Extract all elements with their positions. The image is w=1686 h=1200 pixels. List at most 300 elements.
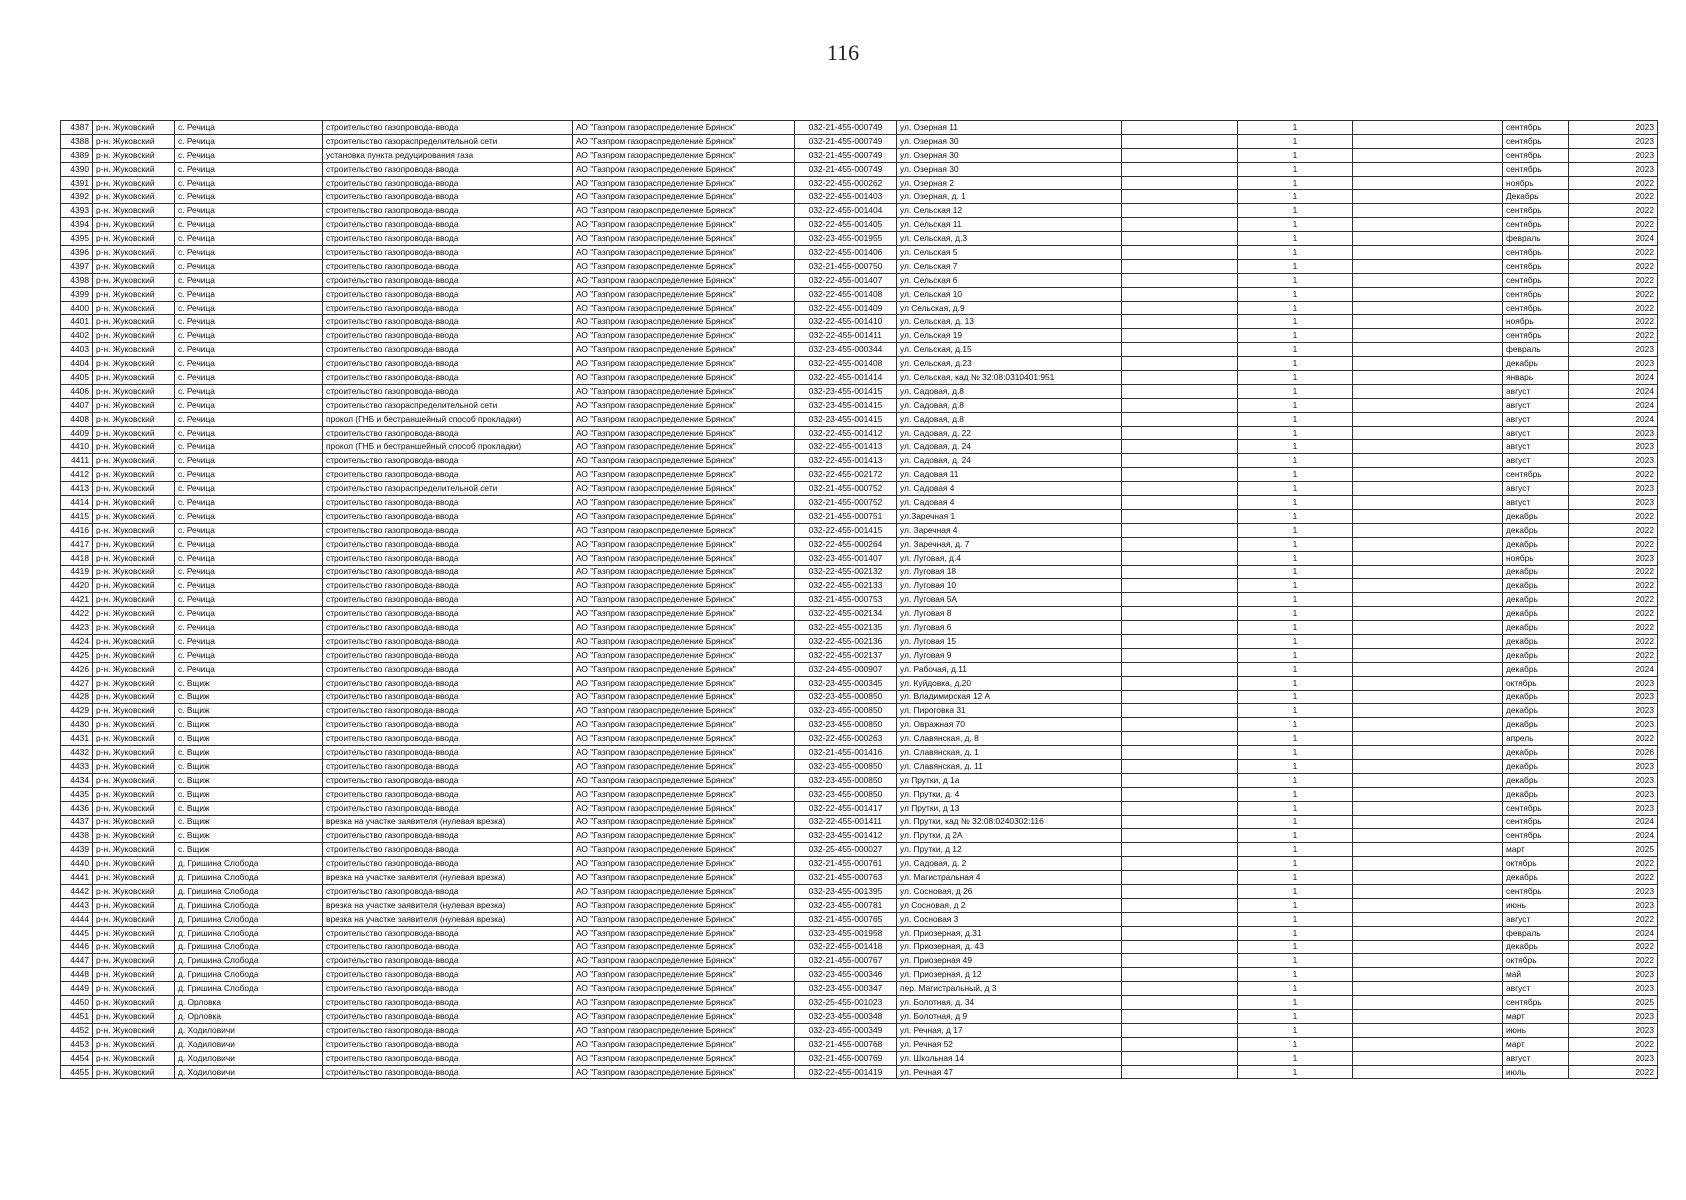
application-number-cell: 032-23-455-000349 <box>795 1023 897 1037</box>
application-number-cell: 032-22-455-001418 <box>795 940 897 954</box>
address-cell: пер. Магистральный, д 3 <box>897 982 1122 996</box>
empty-cell <box>1353 357 1503 371</box>
district-cell: р-н. Жуковский <box>93 621 175 635</box>
application-number-cell: 032-25-455-001023 <box>795 996 897 1010</box>
empty-cell <box>1122 190 1238 204</box>
settlement-cell: с. Речица <box>175 607 323 621</box>
table-row <box>61 732 1658 746</box>
address-cell: ул. Луговая 18 <box>897 565 1122 579</box>
district-cell: р-н. Жуковский <box>93 412 175 426</box>
quantity-cell: 1 <box>1238 829 1353 843</box>
year-cell: 2023 <box>1569 759 1658 773</box>
organization-cell: АО "Газпром газораспределение Брянск" <box>573 996 795 1010</box>
application-number-cell: 032-23-455-000346 <box>795 968 897 982</box>
year-cell: 2022 <box>1569 621 1658 635</box>
address-cell: ул. Славянская, д. 1 <box>897 746 1122 760</box>
month-cell: сентябрь <box>1503 148 1569 162</box>
district-cell: р-н. Жуковский <box>93 857 175 871</box>
empty-cell <box>1353 454 1503 468</box>
work-type-cell: строительство газопровода-ввода <box>323 996 573 1010</box>
settlement-cell: с. Речица <box>175 412 323 426</box>
quantity-cell: 1 <box>1238 1065 1353 1079</box>
work-type-cell: строительство газопровода-ввода <box>323 884 573 898</box>
row-number: 4439 <box>61 843 93 857</box>
year-cell: 2022 <box>1569 1065 1658 1079</box>
row-number: 4449 <box>61 982 93 996</box>
organization-cell: АО "Газпром газораспределение Брянск" <box>573 579 795 593</box>
district-cell: р-н. Жуковский <box>93 565 175 579</box>
settlement-cell: с. Речица <box>175 148 323 162</box>
month-cell: сентябрь <box>1503 884 1569 898</box>
month-cell: декабрь <box>1503 718 1569 732</box>
district-cell: р-н. Жуковский <box>93 190 175 204</box>
application-number-cell: 032-22-455-002133 <box>795 579 897 593</box>
empty-cell <box>1122 1051 1238 1065</box>
work-type-cell: строительство газопровода-ввода <box>323 759 573 773</box>
empty-cell <box>1122 148 1238 162</box>
empty-cell <box>1353 287 1503 301</box>
table-row <box>61 537 1658 551</box>
quantity-cell: 1 <box>1238 579 1353 593</box>
work-type-cell: строительство газопровода-ввода <box>323 940 573 954</box>
empty-cell <box>1353 371 1503 385</box>
application-number-cell: 032-21-455-000749 <box>795 148 897 162</box>
table-row <box>61 551 1658 565</box>
quantity-cell: 1 <box>1238 634 1353 648</box>
empty-cell <box>1122 815 1238 829</box>
organization-cell: АО "Газпром газораспределение Брянск" <box>573 954 795 968</box>
month-cell: сентябрь <box>1503 259 1569 273</box>
application-number-cell: 032-24-455-000907 <box>795 662 897 676</box>
row-number: 4391 <box>61 176 93 190</box>
address-cell: ул. Сельская 7 <box>897 259 1122 273</box>
district-cell: р-н. Жуковский <box>93 704 175 718</box>
quantity-cell: 1 <box>1238 523 1353 537</box>
organization-cell: АО "Газпром газораспределение Брянск" <box>573 121 795 135</box>
quantity-cell: 1 <box>1238 273 1353 287</box>
address-cell: ул. Владимирская 12 А <box>897 690 1122 704</box>
settlement-cell: д. Гришина Слобода <box>175 926 323 940</box>
district-cell: р-н. Жуковский <box>93 204 175 218</box>
address-cell: ул. Садовая 11 <box>897 468 1122 482</box>
empty-cell <box>1122 134 1238 148</box>
empty-cell <box>1353 162 1503 176</box>
quantity-cell: 1 <box>1238 301 1353 315</box>
year-cell: 2023 <box>1569 1010 1658 1024</box>
table-row <box>61 329 1658 343</box>
quantity-cell: 1 <box>1238 468 1353 482</box>
quantity-cell: 1 <box>1238 232 1353 246</box>
settlement-cell: с. Вщиж <box>175 815 323 829</box>
district-cell: р-н. Жуковский <box>93 843 175 857</box>
table-row <box>61 1037 1658 1051</box>
empty-cell <box>1353 134 1503 148</box>
district-cell: р-н. Жуковский <box>93 996 175 1010</box>
district-cell: р-н. Жуковский <box>93 676 175 690</box>
organization-cell: АО "Газпром газораспределение Брянск" <box>573 593 795 607</box>
table-row <box>61 496 1658 510</box>
work-type-cell: установка пункта редуцирования газа <box>323 148 573 162</box>
empty-cell <box>1122 1065 1238 1079</box>
year-cell: 2026 <box>1569 746 1658 760</box>
year-cell: 2022 <box>1569 523 1658 537</box>
district-cell: р-н. Жуковский <box>93 523 175 537</box>
district-cell: р-н. Жуковский <box>93 384 175 398</box>
row-number: 4425 <box>61 648 93 662</box>
year-cell: 2023 <box>1569 982 1658 996</box>
application-number-cell: 032-21-455-000752 <box>795 496 897 510</box>
table-row <box>61 357 1658 371</box>
month-cell: август <box>1503 496 1569 510</box>
empty-cell <box>1122 718 1238 732</box>
application-number-cell: 032-22-455-001411 <box>795 815 897 829</box>
month-cell: ноябрь <box>1503 176 1569 190</box>
quantity-cell: 1 <box>1238 246 1353 260</box>
organization-cell: АО "Газпром газораспределение Брянск" <box>573 746 795 760</box>
year-cell: 2022 <box>1569 940 1658 954</box>
application-number-cell: 032-22-455-002137 <box>795 648 897 662</box>
month-cell: декабрь <box>1503 690 1569 704</box>
table-row <box>61 273 1658 287</box>
month-cell: октябрь <box>1503 857 1569 871</box>
year-cell: 2022 <box>1569 259 1658 273</box>
table-row <box>61 593 1658 607</box>
table-row <box>61 857 1658 871</box>
row-number: 4455 <box>61 1065 93 1079</box>
month-cell: декабрь <box>1503 523 1569 537</box>
row-number: 4415 <box>61 509 93 523</box>
empty-cell <box>1353 398 1503 412</box>
empty-cell <box>1122 759 1238 773</box>
quantity-cell: 1 <box>1238 912 1353 926</box>
work-type-cell: строительство газопровода-ввода <box>323 315 573 329</box>
empty-cell <box>1353 940 1503 954</box>
table-row <box>61 371 1658 385</box>
empty-cell <box>1122 871 1238 885</box>
table-row <box>61 190 1658 204</box>
settlement-cell: с. Речица <box>175 134 323 148</box>
table-row <box>61 440 1658 454</box>
month-cell: ноябрь <box>1503 315 1569 329</box>
work-type-cell: строительство газопровода-ввода <box>323 523 573 537</box>
application-number-cell: 032-22-455-000263 <box>795 732 897 746</box>
month-cell: июнь <box>1503 1023 1569 1037</box>
month-cell: декабрь <box>1503 621 1569 635</box>
application-number-cell: 032-22-455-002132 <box>795 565 897 579</box>
district-cell: р-н. Жуковский <box>93 509 175 523</box>
district-cell: р-н. Жуковский <box>93 759 175 773</box>
quantity-cell: 1 <box>1238 773 1353 787</box>
work-type-cell: врезка на участке заявителя (нулевая врезка) <box>323 898 573 912</box>
settlement-cell: с. Речица <box>175 426 323 440</box>
month-cell: август <box>1503 384 1569 398</box>
application-number-cell: 032-23-455-000347 <box>795 982 897 996</box>
organization-cell: АО "Газпром газораспределение Брянск" <box>573 926 795 940</box>
organization-cell: АО "Газпром газораспределение Брянск" <box>573 1051 795 1065</box>
empty-cell <box>1353 801 1503 815</box>
organization-cell: АО "Газпром газораспределение Брянск" <box>573 426 795 440</box>
address-cell: ул. Сельская 6 <box>897 273 1122 287</box>
empty-cell <box>1122 259 1238 273</box>
empty-cell <box>1353 732 1503 746</box>
application-number-cell: 032-23-455-000850 <box>795 690 897 704</box>
empty-cell <box>1353 482 1503 496</box>
empty-cell <box>1353 815 1503 829</box>
month-cell: декабрь <box>1503 509 1569 523</box>
empty-cell <box>1122 926 1238 940</box>
table-row <box>61 898 1658 912</box>
empty-cell <box>1122 523 1238 537</box>
district-cell: р-н. Жуковский <box>93 801 175 815</box>
settlement-cell: с. Речица <box>175 537 323 551</box>
empty-cell <box>1353 982 1503 996</box>
address-cell: ул. Речная, д 17 <box>897 1023 1122 1037</box>
work-type-cell: строительство газопровода-ввода <box>323 468 573 482</box>
empty-cell <box>1353 246 1503 260</box>
settlement-cell: д. Ходиловичи <box>175 1037 323 1051</box>
table-row <box>61 718 1658 732</box>
application-number-cell: 032-22-455-001411 <box>795 329 897 343</box>
quantity-cell: 1 <box>1238 565 1353 579</box>
address-cell: ул. Речная 52 <box>897 1037 1122 1051</box>
row-number: 4423 <box>61 621 93 635</box>
empty-cell <box>1122 676 1238 690</box>
application-number-cell: 032-22-455-001415 <box>795 523 897 537</box>
work-type-cell: строительство газопровода-ввода <box>323 801 573 815</box>
row-number: 4422 <box>61 607 93 621</box>
work-type-cell: строительство газопровода-ввода <box>323 829 573 843</box>
settlement-cell: с. Речица <box>175 621 323 635</box>
row-number: 4433 <box>61 759 93 773</box>
year-cell: 2023 <box>1569 454 1658 468</box>
empty-cell <box>1353 718 1503 732</box>
settlement-cell: с. Речица <box>175 440 323 454</box>
district-cell: р-н. Жуковский <box>93 148 175 162</box>
settlement-cell: д. Ходиловичи <box>175 1051 323 1065</box>
application-number-cell: 032-22-455-001405 <box>795 218 897 232</box>
district-cell: р-н. Жуковский <box>93 454 175 468</box>
table-row <box>61 607 1658 621</box>
settlement-cell: с. Речица <box>175 357 323 371</box>
year-cell: 2022 <box>1569 871 1658 885</box>
empty-cell <box>1122 162 1238 176</box>
settlement-cell: с. Вщиж <box>175 843 323 857</box>
settlement-cell: с. Речица <box>175 593 323 607</box>
settlement-cell: д. Гришина Слобода <box>175 940 323 954</box>
row-number: 4436 <box>61 801 93 815</box>
table-row <box>61 759 1658 773</box>
table-row <box>61 482 1658 496</box>
organization-cell: АО "Газпром газораспределение Брянск" <box>573 218 795 232</box>
district-cell: р-н. Жуковский <box>93 773 175 787</box>
settlement-cell: с. Речица <box>175 121 323 135</box>
month-cell: декабрь <box>1503 662 1569 676</box>
row-number: 4413 <box>61 482 93 496</box>
year-cell: 2024 <box>1569 829 1658 843</box>
empty-cell <box>1353 301 1503 315</box>
row-number: 4428 <box>61 690 93 704</box>
quantity-cell: 1 <box>1238 662 1353 676</box>
address-cell: ул. Сельская 19 <box>897 329 1122 343</box>
empty-cell <box>1122 218 1238 232</box>
settlement-cell: с. Речица <box>175 162 323 176</box>
organization-cell: АО "Газпром газораспределение Брянск" <box>573 1023 795 1037</box>
year-cell: 2024 <box>1569 662 1658 676</box>
organization-cell: АО "Газпром газораспределение Брянск" <box>573 815 795 829</box>
table-row <box>61 746 1658 760</box>
month-cell: август <box>1503 440 1569 454</box>
row-number: 4388 <box>61 134 93 148</box>
settlement-cell: с. Вщиж <box>175 773 323 787</box>
empty-cell <box>1122 343 1238 357</box>
address-cell: ул. Садовая 4 <box>897 496 1122 510</box>
row-number: 4447 <box>61 954 93 968</box>
page-number: 116 <box>826 40 860 65</box>
settlement-cell: с. Речица <box>175 232 323 246</box>
settlement-cell: д. Гришина Слобода <box>175 857 323 871</box>
quantity-cell: 1 <box>1238 898 1353 912</box>
quantity-cell: 1 <box>1238 676 1353 690</box>
organization-cell: АО "Газпром газораспределение Брянск" <box>573 607 795 621</box>
organization-cell: АО "Газпром газораспределение Брянск" <box>573 871 795 885</box>
empty-cell <box>1122 384 1238 398</box>
district-cell: р-н. Жуковский <box>93 1051 175 1065</box>
settlement-cell: с. Речица <box>175 176 323 190</box>
application-number-cell: 032-23-455-000850 <box>795 787 897 801</box>
organization-cell: АО "Газпром газораспределение Брянск" <box>573 287 795 301</box>
application-number-cell: 032-21-455-000763 <box>795 871 897 885</box>
empty-cell <box>1353 912 1503 926</box>
settlement-cell: с. Речица <box>175 329 323 343</box>
empty-cell <box>1122 398 1238 412</box>
district-cell: р-н. Жуковский <box>93 357 175 371</box>
organization-cell: АО "Газпром газораспределение Брянск" <box>573 801 795 815</box>
quantity-cell: 1 <box>1238 926 1353 940</box>
empty-cell <box>1122 426 1238 440</box>
address-cell: ул. Заречная, д. 7 <box>897 537 1122 551</box>
organization-cell: АО "Газпром газораспределение Брянск" <box>573 843 795 857</box>
district-cell: р-н. Жуковский <box>93 371 175 385</box>
work-type-cell: строительство газопровода-ввода <box>323 232 573 246</box>
district-cell: р-н. Жуковский <box>93 982 175 996</box>
empty-cell <box>1122 232 1238 246</box>
organization-cell: АО "Газпром газораспределение Брянск" <box>573 829 795 843</box>
empty-cell <box>1122 412 1238 426</box>
quantity-cell: 1 <box>1238 218 1353 232</box>
empty-cell <box>1122 1023 1238 1037</box>
row-number: 4408 <box>61 412 93 426</box>
table-row <box>61 162 1658 176</box>
work-type-cell: строительство газопровода-ввода <box>323 371 573 385</box>
organization-cell: АО "Газпром газораспределение Брянск" <box>573 384 795 398</box>
empty-cell <box>1122 607 1238 621</box>
application-number-cell: 032-23-455-000781 <box>795 898 897 912</box>
table-row <box>61 801 1658 815</box>
work-type-cell: врезка на участке заявителя (нулевая врезка) <box>323 912 573 926</box>
settlement-cell: с. Речица <box>175 398 323 412</box>
month-cell: сентябрь <box>1503 134 1569 148</box>
address-cell: ул. Куйдовка, д.20 <box>897 676 1122 690</box>
district-cell: р-н. Жуковский <box>93 218 175 232</box>
year-cell: 2022 <box>1569 954 1658 968</box>
year-cell: 2022 <box>1569 246 1658 260</box>
empty-cell <box>1353 787 1503 801</box>
district-cell: р-н. Жуковский <box>93 134 175 148</box>
empty-cell <box>1353 968 1503 982</box>
settlement-cell: с. Речица <box>175 648 323 662</box>
year-cell: 2025 <box>1569 843 1658 857</box>
work-type-cell: строительство газопровода-ввода <box>323 176 573 190</box>
quantity-cell: 1 <box>1238 690 1353 704</box>
table-row <box>61 246 1658 260</box>
quantity-cell: 1 <box>1238 121 1353 135</box>
district-cell: р-н. Жуковский <box>93 273 175 287</box>
district-cell: р-н. Жуковский <box>93 537 175 551</box>
empty-cell <box>1353 773 1503 787</box>
work-type-cell: строительство газопровода-ввода <box>323 121 573 135</box>
settlement-cell: с. Речица <box>175 468 323 482</box>
month-cell: февраль <box>1503 926 1569 940</box>
empty-cell <box>1122 246 1238 260</box>
empty-cell <box>1353 593 1503 607</box>
row-number: 4395 <box>61 232 93 246</box>
row-number: 4427 <box>61 676 93 690</box>
year-cell: 2023 <box>1569 898 1658 912</box>
district-cell: р-н. Жуковский <box>93 1023 175 1037</box>
year-cell: 2023 <box>1569 787 1658 801</box>
month-cell: май <box>1503 968 1569 982</box>
year-cell: 2022 <box>1569 315 1658 329</box>
quantity-cell: 1 <box>1238 148 1353 162</box>
organization-cell: АО "Газпром газораспределение Брянск" <box>573 1010 795 1024</box>
settlement-cell: с. Вщиж <box>175 787 323 801</box>
address-cell: ул. Озерная 11 <box>897 121 1122 135</box>
organization-cell: АО "Газпром газораспределение Брянск" <box>573 496 795 510</box>
empty-cell <box>1122 912 1238 926</box>
organization-cell: АО "Газпром газораспределение Брянск" <box>573 204 795 218</box>
address-cell: ул. Озерная 30 <box>897 162 1122 176</box>
row-number: 4411 <box>61 454 93 468</box>
month-cell: июль <box>1503 1065 1569 1079</box>
district-cell: р-н. Жуковский <box>93 1037 175 1051</box>
application-number-cell: 032-22-455-001407 <box>795 273 897 287</box>
month-cell: август <box>1503 482 1569 496</box>
work-type-cell: строительство газораспределительной сети <box>323 482 573 496</box>
address-cell: ул. Школьная 14 <box>897 1051 1122 1065</box>
work-type-cell: строительство газопровода-ввода <box>323 843 573 857</box>
work-type-cell: строительство газопровода-ввода <box>323 787 573 801</box>
empty-cell <box>1122 482 1238 496</box>
year-cell: 2023 <box>1569 1023 1658 1037</box>
month-cell: январь <box>1503 371 1569 385</box>
address-cell: ул. Сельская 10 <box>897 287 1122 301</box>
empty-cell <box>1353 690 1503 704</box>
settlement-cell: с. Речица <box>175 634 323 648</box>
row-number: 4454 <box>61 1051 93 1065</box>
work-type-cell: строительство газопровода-ввода <box>323 982 573 996</box>
month-cell: декабрь <box>1503 746 1569 760</box>
quantity-cell: 1 <box>1238 551 1353 565</box>
application-number-cell: 032-23-455-001415 <box>795 412 897 426</box>
work-type-cell: строительство газопровода-ввода <box>323 357 573 371</box>
table-row <box>61 871 1658 885</box>
year-cell: 2022 <box>1569 857 1658 871</box>
application-number-cell: 032-23-455-001415 <box>795 398 897 412</box>
empty-cell <box>1353 1023 1503 1037</box>
year-cell: 2023 <box>1569 426 1658 440</box>
month-cell: сентябрь <box>1503 246 1569 260</box>
year-cell: 2022 <box>1569 593 1658 607</box>
